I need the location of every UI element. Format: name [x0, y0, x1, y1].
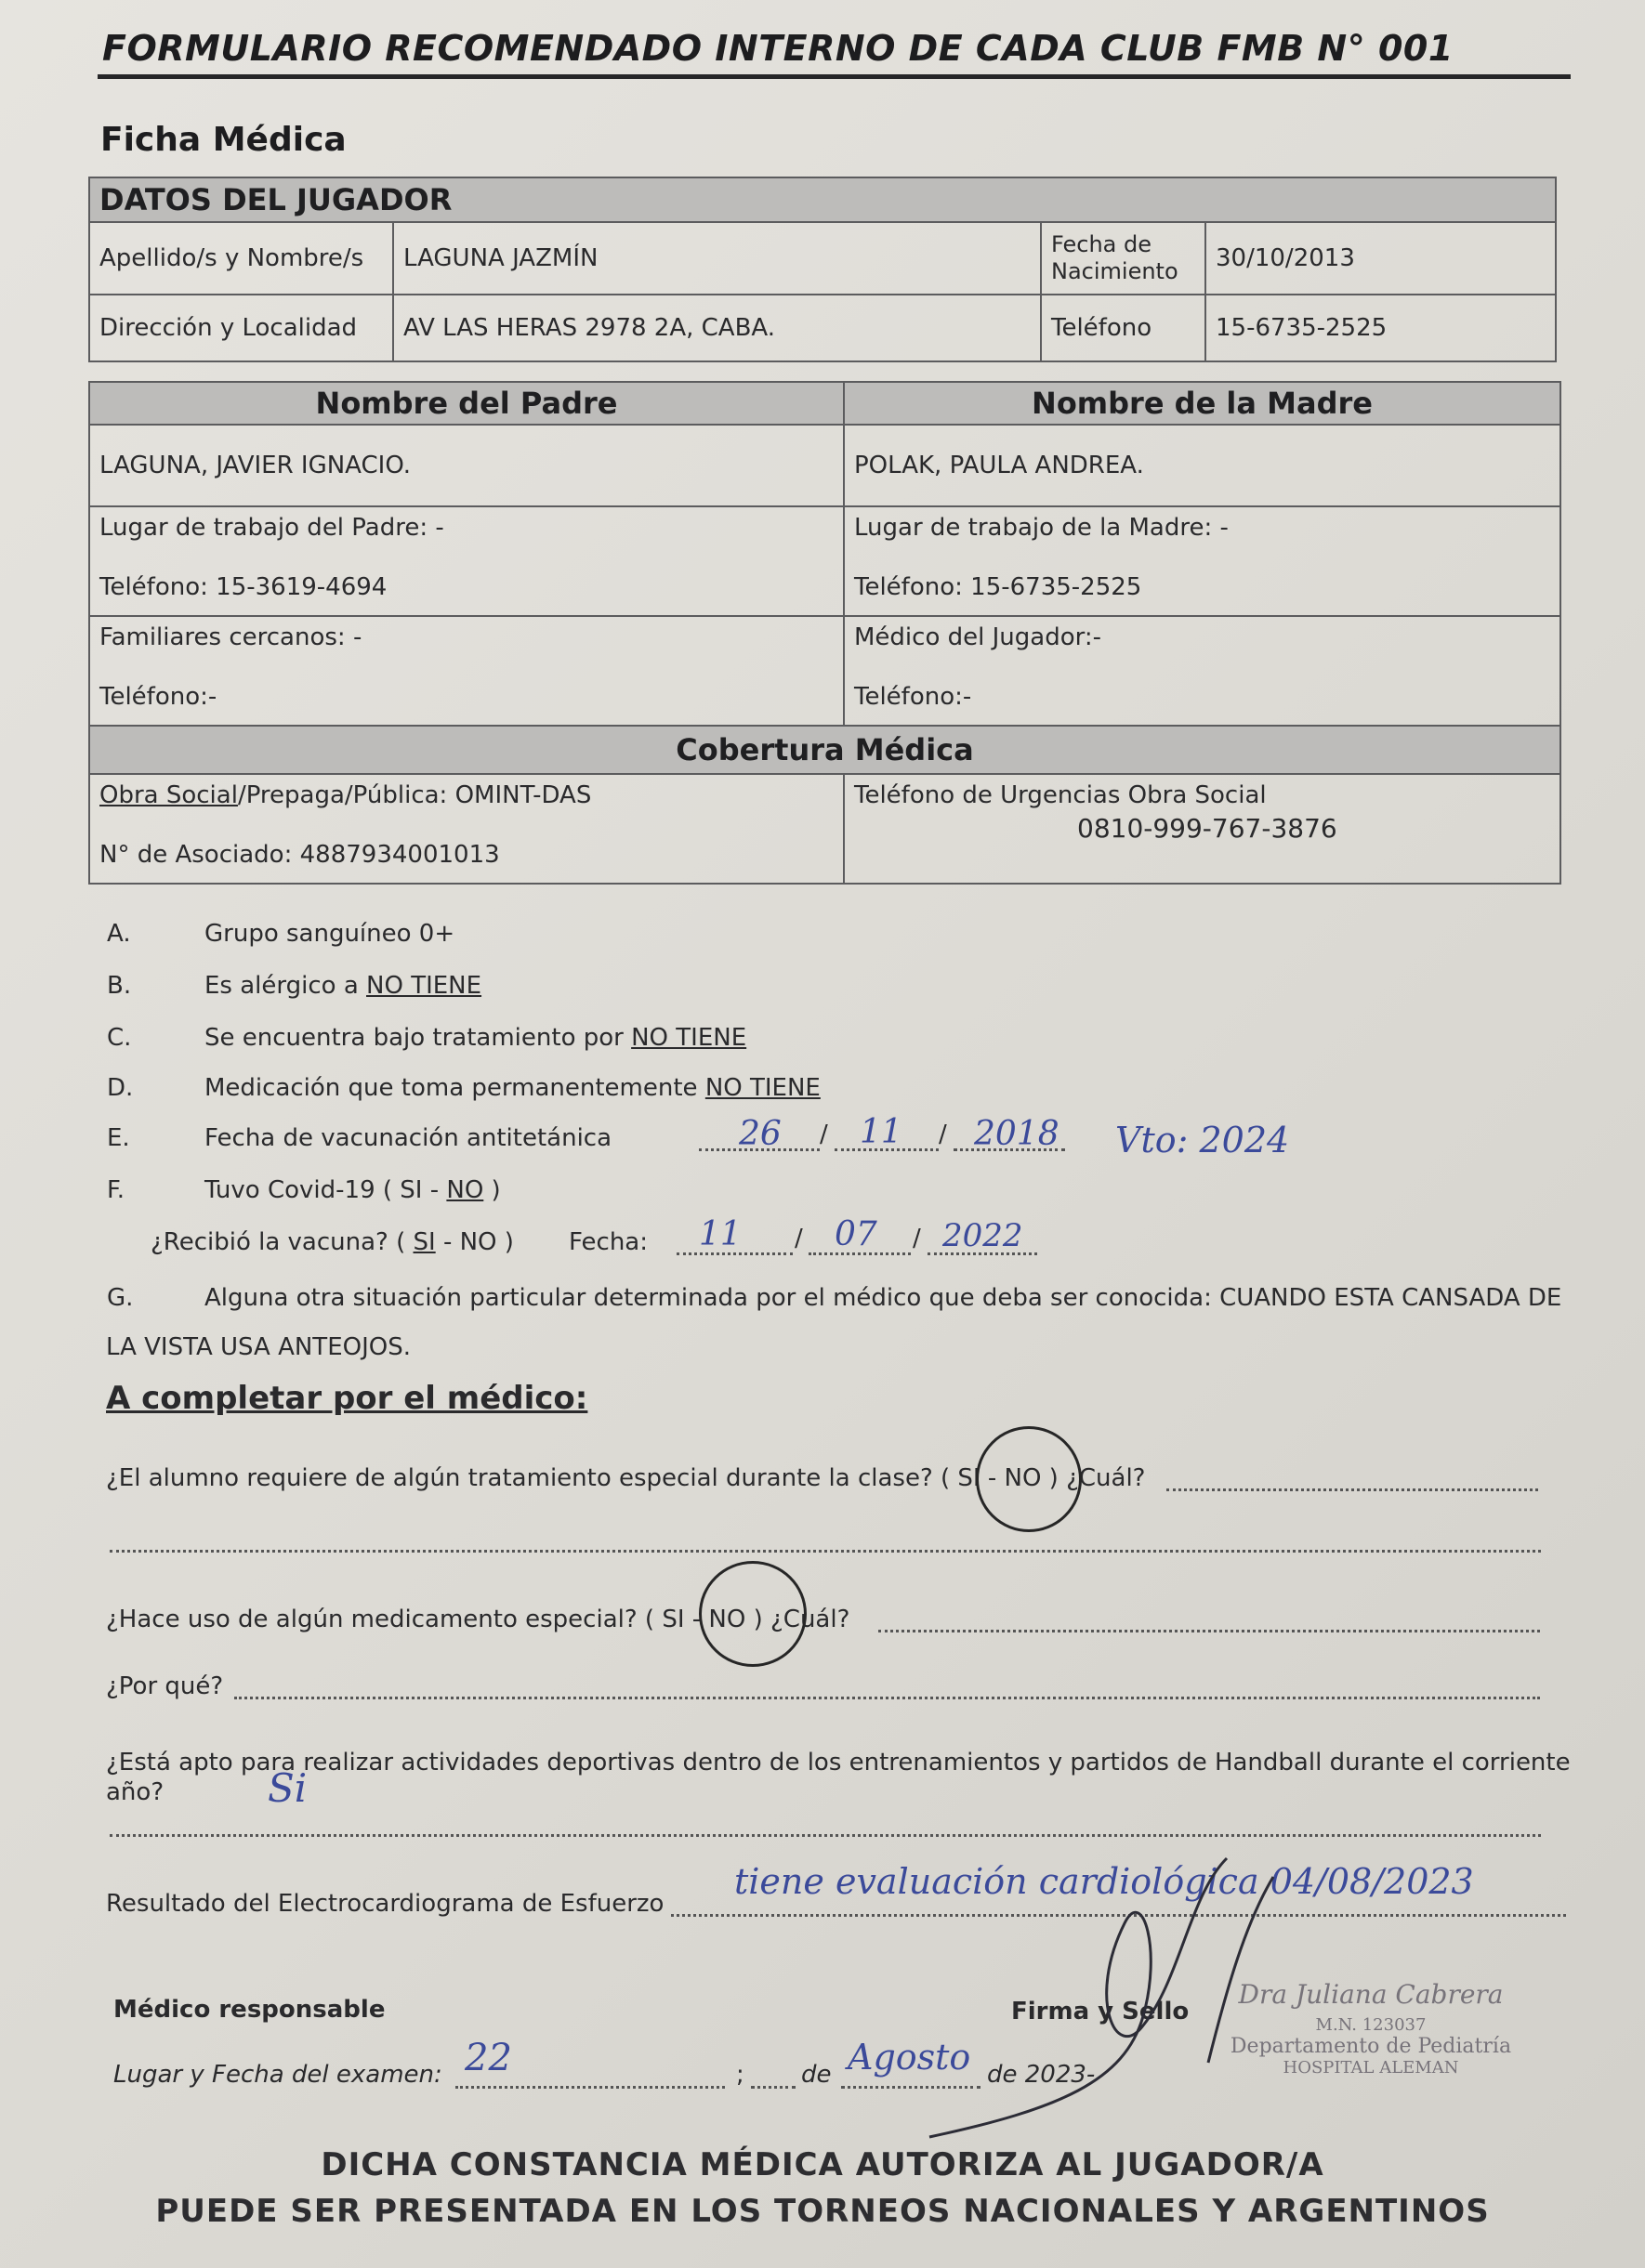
vaccine-post: - NO )	[435, 1228, 514, 1256]
father-work[interactable]: Lugar de trabajo del Padre: -	[99, 514, 444, 542]
e-month-value: 11	[860, 1113, 902, 1151]
stamp-mn: M.N. 123037	[1315, 2015, 1427, 2035]
item-f	[107, 1176, 501, 1204]
birth-label-line2: Nacimiento	[1051, 258, 1178, 284]
signature-label: Firma y Sello	[1011, 1998, 1190, 2025]
item-d-text: Medicación que toma permanentemente	[204, 1074, 705, 1102]
birth-label	[1041, 222, 1205, 295]
q4-text-2: año?	[106, 1778, 164, 1806]
player-doctor-phone[interactable]: Teléfono:-	[854, 682, 972, 711]
item-d-value[interactable]: NO TIENE	[704, 1074, 821, 1102]
relatives-cell	[89, 616, 844, 726]
vaccine-slash-2: /	[913, 1225, 921, 1252]
birth-value[interactable]: 30/10/2013	[1205, 222, 1556, 295]
mother-work-cell	[844, 506, 1560, 616]
q4-answer: Si	[268, 1765, 308, 1811]
medical-section-title: A completar por el médico:	[106, 1380, 588, 1417]
father-work-cell	[89, 506, 844, 616]
vaccine-question	[151, 1228, 514, 1256]
item-f-letter: F.	[107, 1176, 125, 1204]
exam-separator: ;	[736, 2061, 744, 2089]
stamp-hospital: HOSPITAL ALEMAN	[1283, 2058, 1459, 2078]
plan-cell	[89, 774, 844, 884]
mother-header: Nombre de la Madre	[844, 382, 1560, 425]
q4-extra-line[interactable]	[110, 1834, 1541, 1837]
item-e-text: Fecha de vacunación antitetánica	[204, 1124, 612, 1152]
doctor-cell	[844, 616, 1560, 726]
father-header: Nombre del Padre	[89, 382, 844, 425]
item-c-value[interactable]: NO TIENE	[631, 1024, 747, 1052]
q2-text: ¿Hace uso de algún medicamento especial? ( SI - NO ) ¿Cuál?	[106, 1606, 850, 1633]
vaccine-month-value: 07	[835, 1215, 877, 1253]
item-f-text-post: )	[483, 1176, 501, 1204]
e-year-value: 2018	[974, 1115, 1059, 1153]
exam-year: de 2023-	[987, 2061, 1096, 2089]
footer-line-2: PUEDE SER PRESENTADA EN LOS TORNEOS NACIONALES Y ARGENTINOS	[155, 2193, 1490, 2230]
mother-work[interactable]: Lugar de trabajo de la Madre: -	[854, 514, 1229, 542]
q1-no-circle-mark	[976, 1426, 1082, 1532]
parents-table	[88, 381, 1561, 885]
address-label: Dirección y Localidad	[89, 295, 393, 361]
item-f-text-pre: Tuvo Covid-19 ( SI -	[204, 1176, 447, 1204]
exam-gap-line[interactable]	[751, 2086, 796, 2089]
member-number[interactable]: N° de Asociado: 4887934001013	[99, 840, 500, 869]
ecg-answer: tiene evaluación cardiológica 04/08/2023	[734, 1861, 1474, 1902]
item-c-text: Se encuentra bajo tratamiento por	[204, 1024, 632, 1052]
stamp-dept: Departamento de Pediatría	[1230, 2035, 1512, 2058]
relatives[interactable]: Familiares cercanos: -	[99, 623, 362, 651]
item-c	[107, 1024, 746, 1052]
item-a-letter: A.	[107, 920, 131, 948]
item-b-value[interactable]: NO TIENE	[366, 972, 482, 1000]
exam-place-day-line[interactable]	[455, 2086, 725, 2089]
e-day-value: 26	[739, 1115, 782, 1153]
item-g-text-2[interactable]: LA VISTA USA ANTEOJOS.	[106, 1333, 411, 1361]
q1-extra-line[interactable]	[110, 1550, 1541, 1553]
birth-label-line1: Fecha de	[1051, 231, 1152, 258]
responsible-doctor-label: Médico responsable	[113, 1996, 386, 2024]
name-label: Apellido/s y Nombre/s	[89, 222, 393, 295]
q1-answer-line[interactable]	[1166, 1488, 1538, 1491]
player-section-header: DATOS DEL JUGADOR	[89, 177, 1556, 222]
obra-social-label: Obra Social	[99, 781, 238, 809]
coverage-header: Cobertura Médica	[89, 726, 1560, 774]
item-g	[107, 1284, 1561, 1312]
vaccine-day-value: 11	[699, 1215, 742, 1253]
vaccine-si[interactable]: SI	[413, 1228, 436, 1256]
address-value[interactable]: AV LAS HERAS 2978 2A, CABA.	[393, 295, 1041, 361]
player-data-table	[88, 177, 1557, 362]
item-d	[107, 1074, 821, 1102]
relatives-phone[interactable]: Teléfono:-	[99, 682, 217, 711]
plan-value[interactable]: /Prepaga/Pública: OMINT-DAS	[237, 781, 592, 809]
item-b-text: Es alérgico a	[204, 972, 367, 1000]
e-slash-1: /	[820, 1121, 828, 1148]
item-g-text-1[interactable]: Alguna otra situación particular determinada por el médico que deba ser conocida: CUANDO ESTA CANSADA DE	[204, 1284, 1562, 1312]
emergency-label: Teléfono de Urgencias Obra Social	[854, 781, 1267, 809]
exam-month-value: Agosto	[848, 2037, 971, 2078]
mother-phone[interactable]: Teléfono: 15-6735-2525	[854, 572, 1142, 601]
vaccine-pre: ¿Recibió la vacuna? (	[151, 1228, 414, 1256]
q2-answer-line[interactable]	[878, 1630, 1540, 1632]
item-b	[107, 972, 481, 1000]
phone-value[interactable]: 15-6735-2525	[1205, 295, 1556, 361]
exam-de: de	[801, 2061, 832, 2089]
q2-no-circle-mark	[699, 1561, 807, 1667]
item-f-no[interactable]: NO	[446, 1176, 484, 1204]
item-a	[107, 920, 454, 948]
title-rule	[98, 74, 1571, 79]
item-e	[107, 1124, 612, 1152]
mother-name[interactable]: POLAK, PAULA ANDREA.	[844, 425, 1560, 506]
name-value[interactable]: LAGUNA JAZMÍN	[393, 222, 1041, 295]
vaccine-year-value: 2022	[942, 1217, 1023, 1254]
emergency-phone[interactable]: 0810-999-767-3876	[1077, 812, 1337, 844]
emergency-cell	[844, 774, 1560, 884]
footer-line-1: DICHA CONSTANCIA MÉDICA AUTORIZA AL JUGADOR/A	[321, 2146, 1324, 2183]
father-name[interactable]: LAGUNA, JAVIER IGNACIO.	[89, 425, 844, 506]
item-a-text: Grupo sanguíneo 0+	[204, 920, 455, 948]
q4-text-1: ¿Está apto para realizar actividades deportivas dentro de los entrenamientos y partidos de Handball durante el corriente	[106, 1749, 1571, 1776]
item-e-letter: E.	[107, 1124, 130, 1152]
q3-answer-line[interactable]	[234, 1697, 1540, 1699]
form-subtitle: Ficha Médica	[100, 121, 347, 159]
phone-label: Teléfono	[1041, 295, 1205, 361]
ecg-label: Resultado del Electrocardiograma de Esfuerzo	[106, 1890, 665, 1918]
e-slash-2: /	[939, 1121, 947, 1148]
item-c-letter: C.	[107, 1024, 132, 1052]
player-doctor[interactable]: Médico del Jugador:-	[854, 623, 1101, 651]
stamp-name: Dra Juliana Cabrera	[1238, 1979, 1504, 2010]
vaccine-date-label: Fecha:	[569, 1228, 648, 1256]
item-d-letter: D.	[107, 1074, 134, 1102]
vaccine-slash-1: /	[795, 1225, 803, 1252]
exam-day-value: 22	[465, 2037, 512, 2079]
father-phone[interactable]: Teléfono: 15-3619-4694	[99, 572, 388, 601]
signature-mark	[836, 1840, 1357, 2165]
exam-label: Lugar y Fecha del examen:	[113, 2061, 442, 2089]
q3-text: ¿Por qué?	[106, 1672, 224, 1700]
item-g-letter: G.	[107, 1284, 134, 1312]
item-b-letter: B.	[107, 972, 132, 1000]
q1-text: ¿El alumno requiere de algún tratamiento especial durante la clase? ( SI - NO ) ¿Cuál?	[106, 1464, 1146, 1492]
form-title: FORMULARIO RECOMENDADO INTERNO DE CADA CLUB FMB N° 001	[102, 28, 1454, 69]
e-expiry-note: Vto: 2024	[1115, 1120, 1290, 1160]
